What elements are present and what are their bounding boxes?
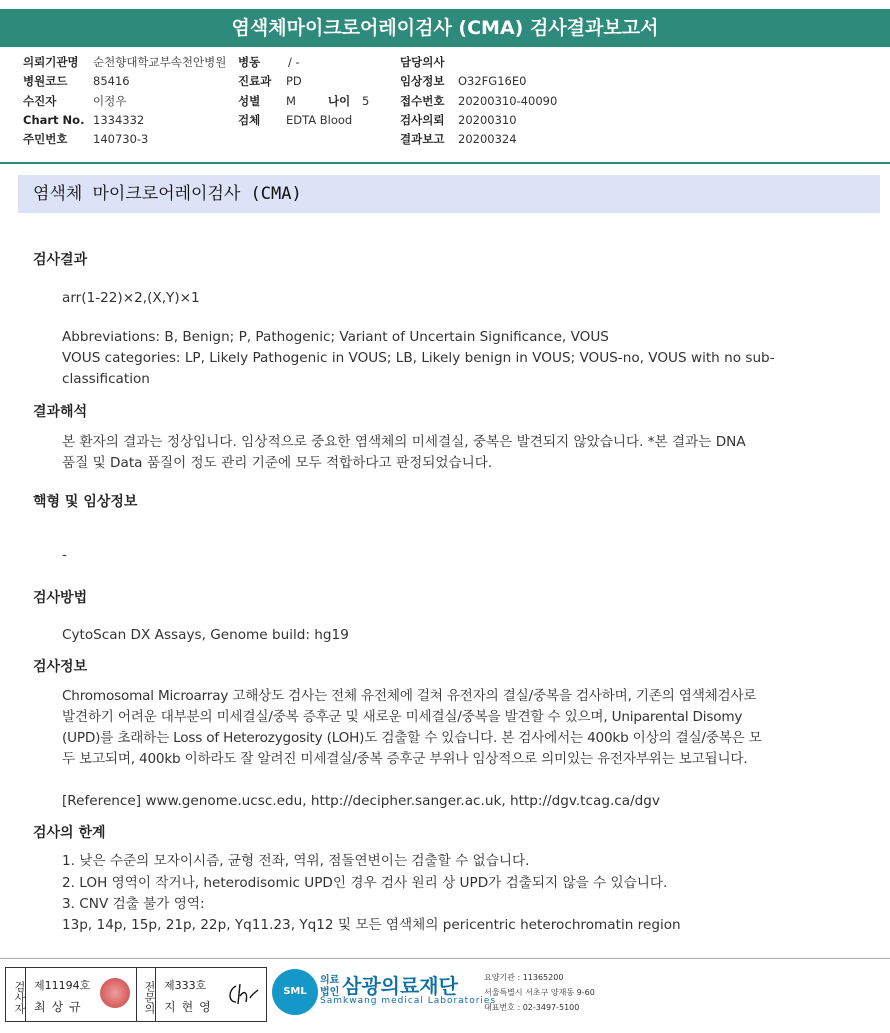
info-value: 20200310 <box>458 112 517 127</box>
info-row-doctor <box>400 53 557 72</box>
info-label: 주민번호 <box>23 132 68 147</box>
organization-address: 서울특별시 서초구 양재동 9-60 <box>484 988 595 997</box>
header-divider <box>0 162 890 164</box>
info-label: 진료과 <box>238 74 272 89</box>
info-label: Chart No. <box>23 112 85 127</box>
info-label: 성별 <box>238 93 261 108</box>
info-value: 140730-3 <box>93 132 149 147</box>
info-value: / - <box>288 55 300 69</box>
info-label: 의뢰기관명 <box>23 55 79 69</box>
organization-english-name: Samkwang medical Laboratories <box>320 996 497 1006</box>
info-value: EDTA Blood <box>286 112 353 127</box>
info-row-dept <box>238 72 369 91</box>
info-label: 병원코드 <box>23 74 68 89</box>
limitation-item: 13p, 14p, 15p, 21p, 22p, Yq11.23, Yq12 및 모든 염색체의 pericentric heterochromatin region <box>62 917 681 933</box>
info-row-patient <box>23 92 226 111</box>
vous-categories-line-cont: classification <box>62 371 150 387</box>
report-title: 염색체마이크로어레이검사 (CMA) 검사결과보고서 <box>0 9 890 47</box>
info-label: 나이 <box>328 93 351 108</box>
info-row-specimen <box>238 111 369 130</box>
examiner-name: 최상규 <box>34 1000 87 1014</box>
info-row-sex-age <box>238 92 369 111</box>
test-info-text-4: 두 보고되며, 400kb 이하라도 잘 알려진 미세결실/중복 증후군 부위나 임상적으로 의미있는 유전자부위는 보고됩니다. <box>62 751 748 767</box>
section-heading-limitations: 검사의 한계 <box>33 825 106 841</box>
sml-logo-icon: SML <box>272 969 318 1015</box>
examiner-license: 제11194호 <box>34 979 91 992</box>
info-label: 검사의뢰 <box>400 112 445 127</box>
info-label: 병동 <box>238 55 261 69</box>
examiner-seal-icon <box>100 978 130 1008</box>
info-row-ward <box>238 53 369 72</box>
info-row-request-date <box>400 111 557 130</box>
info-value: 순천향대학교부속천안병원 <box>93 55 227 69</box>
info-value: 20200324 <box>458 132 517 147</box>
test-info-text-2: 발견하기 어려운 대부분의 미세결실/중복 증후군 및 새로운 미세결실/중복을 발견할 수 있으며, Uniparental Disomy <box>62 709 743 725</box>
logo-prefix-bottom: 법인 <box>320 987 340 998</box>
test-info-text: Chromosomal Microarray 고해상도 검사는 전체 유전체에 걸쳐 유전자의 결실/중복을 검사하며, 기존의 염색체검사로 <box>62 688 757 704</box>
info-label: 담당의사 <box>400 55 445 69</box>
footer-divider <box>0 958 890 959</box>
info-label: 임상정보 <box>400 74 445 89</box>
logo-prefix-top: 의료 <box>320 975 340 986</box>
info-row-resident-no <box>23 130 226 149</box>
section-heading-method: 검사방법 <box>33 590 88 606</box>
info-row-hospital-code <box>23 72 226 91</box>
info-value: O32FG16E0 <box>458 74 527 89</box>
test-info-text-3: (UPD)를 초래하는 Loss of Heterozygosity (LOH)도 검출할 수 있습니다. 본 검사에서는 400kb 이상의 결실/중복은 모 <box>62 730 762 746</box>
info-value: 5 <box>362 93 370 108</box>
info-row-institution <box>23 53 226 72</box>
limitation-item: 1. 낮은 수준의 모자이시즘, 균형 전좌, 역위, 점돌연변이는 검출할 수 없습니다. <box>62 853 530 869</box>
info-row-report-date <box>400 130 557 149</box>
info-label: 접수번호 <box>400 93 445 108</box>
specialist-label: 전문의 <box>136 968 156 1021</box>
section-heading-interpretation: 결과해석 <box>33 404 88 420</box>
test-band-title: 염색체 마이크로어레이검사 (CMA) <box>18 175 880 213</box>
info-label: 검체 <box>238 112 261 127</box>
interpretation-text-cont: 품질 및 Data 품질이 정도 관리 기준에 모두 적합하다고 판정되었습니다. <box>62 455 493 471</box>
info-value: 20200310-40090 <box>458 93 558 108</box>
patient-info-col2 <box>238 53 369 130</box>
karyotype-result: arr(1-22)×2,(X,Y)×1 <box>62 290 200 306</box>
method-text: CytoScan DX Assays, Genome build: hg19 <box>62 627 349 643</box>
info-row-clinical-info <box>400 72 557 91</box>
clinical-info-value: - <box>62 547 67 563</box>
examiner-label: 검사자 <box>6 968 26 1021</box>
section-heading-test-info: 검사정보 <box>33 659 88 675</box>
specialist-license: 제333호 <box>164 979 207 992</box>
vous-categories-line: VOUS categories: LP, Likely Pathogenic in VOUS; LB, Likely benign in VOUS; VOUS-no, VOUS with no sub- <box>62 350 775 366</box>
patient-info-col1 <box>23 53 226 149</box>
limitation-item: 3. CNV 검출 불가 영역: <box>62 896 205 912</box>
info-label: 결과보고 <box>400 132 445 147</box>
section-heading-result: 검사결과 <box>33 252 88 268</box>
organization-phone: 대표번호 : 02-3497-5100 <box>484 1003 580 1012</box>
signature-box <box>5 967 267 1022</box>
patient-info-col4 <box>400 53 557 149</box>
info-row-receipt-no <box>400 92 557 111</box>
abbreviations-line: Abbreviations: B, Benign; P, Pathogenic; Variant of Uncertain Significance, VOUS <box>62 329 609 345</box>
info-value: 1334332 <box>93 112 145 127</box>
signature-icon <box>226 980 260 1008</box>
specialist-name: 지현영 <box>164 1000 217 1014</box>
info-value: M <box>286 93 296 108</box>
institution-code: 요양기관 : 11365200 <box>484 973 564 982</box>
organization-name: 삼광의료재단 <box>342 974 458 998</box>
limitation-item: 2. LOH 영역이 작거나, heterodisomic UPD인 경우 검사 원리 상 UPD가 검출되지 않을 수 있습니다. <box>62 875 668 891</box>
info-value: 이정우 <box>93 93 127 108</box>
section-heading-clinical: 핵형 및 임상정보 <box>33 494 138 510</box>
info-row-chart-no <box>23 111 226 130</box>
info-value: PD <box>286 74 302 89</box>
interpretation-text: 본 환자의 결과는 정상입니다. 임상적으로 중요한 염색체의 미세결실, 중복은 발견되지 않았습니다. *본 결과는 DNA <box>62 434 746 450</box>
reference-links: [Reference] www.genome.ucsc.edu, http://decipher.sanger.ac.uk, http://dgv.tcag.ca/dgv <box>62 793 660 809</box>
info-label: 수진자 <box>23 93 57 108</box>
info-value: 85416 <box>93 74 130 89</box>
